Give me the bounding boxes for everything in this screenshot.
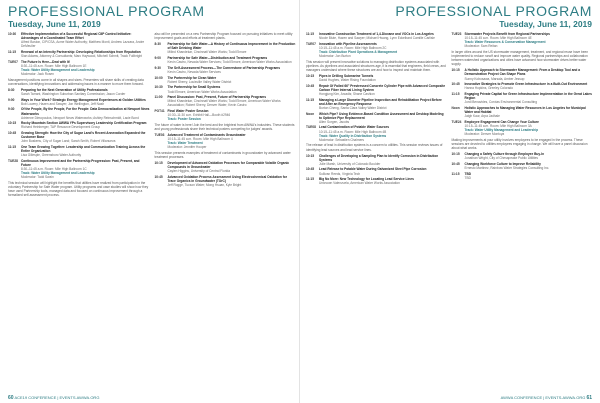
session-details: Adrienne Dimopoulos, Newport News Waterworks; Ashley Reinschmidt, Lacie Bond <box>21 115 139 120</box>
session-time: 10:45 <box>451 161 460 166</box>
session-description: This technical session will highlight the benefits that utilities have realized from participation in the voluntary Partnership for Safe Water program. Utility programs and case studies will show how they have used Partnership tools, managed data and focused on continuous improvement through a formalized self-assessment process. <box>8 180 149 198</box>
session-body <box>319 42 447 58</box>
session-title: Renewal of an Intercity Partnership: Developing Relationships from Reputation <box>21 49 141 54</box>
session-time: 9:00 <box>154 56 161 61</box>
session-details: TBD <box>464 175 471 180</box>
session-title: A Holistic Approach to Stormwater Management: From a Desktop Tool and a Demonstration Project Can Shape Plans <box>464 68 581 77</box>
session-details: Hongjung Kim, Arcadis; Shane Cashion <box>319 92 375 96</box>
session-title: Continuous Improvement and the Partnership Progression: Past, Present, and Future <box>21 158 140 167</box>
session-time: Noon <box>306 111 315 116</box>
session-item <box>452 82 593 90</box>
session-item <box>452 120 593 136</box>
session-body <box>21 98 150 106</box>
session-moderator: Moderator: Todd Swain <box>21 175 54 180</box>
session-body <box>168 66 297 74</box>
session-time: 11:15 <box>306 97 314 102</box>
session-description: Making improvements at your utility involves employees to be engaged in the process. These sessions are devoted to utilities employees engaging in change. We will have a panel discussion about what works. <box>451 137 588 150</box>
page-date: Tuesday, June 11, 2019 <box>8 19 101 29</box>
session-title: The Self-Assessment Process—The Cornerstone of Partnership Programs <box>167 65 280 70</box>
session-title: Innovation with Pipeline Assessments <box>319 41 377 46</box>
session-moderator: Moderator: Jon Burton <box>319 54 351 59</box>
session-track: Track: Water Utility Management and Leadership <box>21 67 95 72</box>
session-time: TUE03 <box>154 133 165 138</box>
session-details: John Buskens, City of Sugar Land; Sarah Smith, Robert Villanueva <box>21 139 116 144</box>
session-description: Management positions come in all shapes and sizes. Presenters will share skills of creating data conversations, identifying innovations and addressing issues in a manner to move them forward. <box>8 77 144 86</box>
session-title: Stormwater Projects Benefit from Regional Partnerships <box>464 32 550 36</box>
session-details: Hanna Hopkins, Greeley Colorado <box>464 86 514 91</box>
session-title: Panel Discussion: Past, Present, Future of Partnership Programs <box>167 95 266 100</box>
page-footer <box>8 395 99 401</box>
session-time: 10:45 <box>8 131 17 136</box>
session-body <box>21 50 150 58</box>
session-body <box>319 154 447 166</box>
session-time: 8:30 <box>8 87 15 92</box>
session-details: Jaigh Kaur, Arpa Jadhale <box>464 114 500 119</box>
session-item <box>155 56 297 64</box>
session-description: This session presents examples of treatment of contaminants in groundwater by advanced water treatment processes. <box>154 151 291 160</box>
session-body <box>319 177 447 185</box>
session-title: Development of Advanced Oxidation Processes for Comparable Volatile Organic Compounds in Groundwater <box>167 161 290 170</box>
session-moderator: Moderator: Denver Montoya <box>464 132 505 137</box>
session-item <box>452 68 593 80</box>
session-item <box>452 106 593 118</box>
session-body <box>168 133 297 149</box>
session-item <box>155 85 297 93</box>
session-item <box>452 92 593 104</box>
session-item <box>452 162 593 170</box>
session-title: Ways in Your Work? Strategic Energy Management Experiences at Golden Utilities <box>21 97 146 102</box>
session-time: 10:45 <box>451 82 460 87</box>
session-details: Kevin Castro, Nevada Water Services; Todd Elmore, American Water Works Association <box>167 60 292 65</box>
session-item <box>155 133 297 149</box>
session-track: Track: Water Treatment <box>167 141 203 146</box>
session-time: TUE07 <box>8 59 18 64</box>
session-time: 11:15 <box>451 171 460 176</box>
session-time: 10:15 <box>306 74 315 79</box>
session-time: TUE08 <box>306 125 316 130</box>
session-body <box>465 120 593 136</box>
session-item <box>8 107 150 119</box>
session-details: 10:15–11:45 a.m. Room: Mile High Ballroom 4E <box>464 36 532 41</box>
session-time: 10:15 <box>451 68 460 73</box>
session-time: 10:15 <box>154 161 163 166</box>
session-time: 9:30 <box>154 65 161 70</box>
session-track: Track: Water Resources & Conservation Management <box>464 40 546 45</box>
session-body <box>21 88 150 96</box>
column-right-2 <box>452 32 593 403</box>
session-title: Employee Engagement Can Change Your Culture <box>464 119 539 124</box>
session-title: One Team Growing Together: Leadership and Communication Training Across the Entire Organization <box>21 145 146 154</box>
column-left-1 <box>8 32 150 403</box>
session-item <box>155 109 297 121</box>
session-title: Partnership for Safe Water—A History of Continuous Improvement in the Production of Safe Drinking Water <box>167 42 296 51</box>
session-body <box>168 85 297 93</box>
session-time: 11:15 <box>451 92 460 96</box>
session-columns <box>306 32 592 403</box>
session-description: The release of lead in distribution systems is a concern to utilities. This session reviews issues of identifying lead sources and lead service lines. <box>306 143 443 152</box>
session-moderator: Moderator: Sam Reitan <box>464 44 498 49</box>
session-body <box>168 56 297 64</box>
session-item <box>155 42 297 54</box>
session-time: 11:15 <box>8 49 16 54</box>
session-time: 10:15 <box>8 121 17 126</box>
session-time: 9:30 <box>8 107 15 112</box>
session-title: Managing a Large Diameter Pipeline Inspection and Rehabilitation Project Before and After an Emergency Response <box>319 97 442 106</box>
footer-text: ACE19 CONFERENCE | EVENTS.AWWA.ORG <box>14 395 100 400</box>
session-time: POT41 <box>154 109 165 114</box>
session-time: TUE24 <box>451 119 462 124</box>
session-item <box>306 42 447 58</box>
session-title: Effective Implementation of a Successful Regional CIIP Control Initiative: Advantages of a Coordinated Team Effort <box>21 32 132 41</box>
session-details: Ernesto Martinez, Rainbow Water Strategies Consulting Inc. <box>464 165 550 170</box>
session-moderator: Moderator: Jack Rosen <box>21 72 54 77</box>
session-details: 10:30–11:30 a.m. Exhibit Hall—Booth #2946 <box>167 113 231 118</box>
page-title: PROFESSIONAL PROGRAM <box>395 3 592 19</box>
session-body <box>465 106 593 118</box>
session-track: Track: Water Utility Management and Leadership <box>21 171 95 176</box>
session-moderator: Moderator: Sebastien Chalmers <box>319 137 365 142</box>
session-item <box>452 172 593 180</box>
session-item <box>306 98 447 110</box>
session-details: David Hughes, Water Rising Foundation <box>319 78 376 83</box>
session-details: Lisa Gillespie, Greensboro Water Authority <box>21 153 82 158</box>
session-item <box>306 84 447 96</box>
page-title: PROFESSIONAL PROGRAM <box>8 3 205 19</box>
session-item <box>8 159 150 179</box>
page-footer <box>501 395 592 401</box>
session-time: 10:45 <box>306 83 315 88</box>
session-track: Track: Poster Session <box>167 117 201 122</box>
session-item <box>306 125 447 141</box>
session-body <box>319 125 447 141</box>
session-time: 10:30 <box>8 32 17 36</box>
session-title: Of the People, By the People, For the People: Data Democratization at Newport News Waterworks <box>21 107 150 116</box>
session-details: 10:15–11:45 a.m. Room: Mile High Ballroom 4 <box>167 137 233 142</box>
session-title: Changing a Safety Culture through Employee Buy-In <box>464 152 545 156</box>
session-title: Lead Release to Potable Water During Galvanized Steel Pipe Corrosion <box>319 167 427 172</box>
session-item <box>155 175 297 187</box>
session-details: Sarah Tarrant, Washington Suburban Sanitary Commission; Jason Corder <box>21 92 126 96</box>
session-body <box>465 32 593 48</box>
session-time: 10:45 <box>306 167 315 172</box>
session-details: Unknown Valenzuela, American Water Works Association <box>319 181 400 186</box>
session-details: Milind Khandekar, Cincinnati Water Works; Todd Elmore <box>167 50 247 55</box>
session-body <box>319 74 447 82</box>
session-item <box>8 121 150 129</box>
session-title: Changing Workforce Culture to Improve Reliability <box>464 161 541 166</box>
session-item <box>8 98 150 106</box>
page-date: Tuesday, June 11, 2019 <box>499 19 592 29</box>
session-details: 10:15–11:45 a.m. Room: Mile High Ballroom 3A <box>464 123 532 128</box>
session-body <box>168 42 297 54</box>
session-details: Julie Marsh, University of Colorado Boulder <box>319 161 381 166</box>
session-details: 10:15–11:45 a.m. Room: Mile High Ballroom 2C <box>319 45 387 50</box>
session-item <box>452 32 593 48</box>
session-body <box>21 60 150 76</box>
session-title: Which Pipe? Using Evidence-Based Condition Assessment and Desktop Modeling to Optimize Pipe Replacement <box>319 111 444 120</box>
session-body <box>21 159 150 179</box>
session-details: Richard Heinberger, TAP Resource Development Group <box>21 125 101 130</box>
column-right-1 <box>306 32 447 403</box>
session-title: Advanced Oxidation Process Assessment Using Electrochemical Oxidation for Trace Organics in Groundwater (TOrC) <box>167 175 287 184</box>
session-item <box>8 145 150 157</box>
session-item <box>155 161 297 173</box>
session-time: 8:30 <box>154 42 161 47</box>
session-details: 8:30–11:45 a.m. Room: Mile High Ballroom 1E <box>21 63 87 68</box>
session-item <box>306 32 447 40</box>
session-time: 11:15 <box>306 177 314 182</box>
session-time: 11:15 <box>8 145 16 149</box>
session-description: This session will present innovative solutions to managing distribution systems associated with pipelines. As pipelines and associated structures age, it is essential that engineers, field crews, and managers understand where these structures are and how to inspect and maintain them. <box>306 59 446 72</box>
session-title: Final Water Poster Session <box>167 109 209 114</box>
session-time: Noon <box>451 105 460 110</box>
session-item <box>306 177 447 185</box>
session-details: Burton Cheng, Santa Clara Valley Water District <box>319 105 387 110</box>
session-title: TBD <box>464 171 472 176</box>
session-time: TUE07 <box>306 41 316 46</box>
session-item <box>155 66 297 74</box>
session-details: Alfred Boston, CIP/CSA, Acme Water Authority; Matthew Monti, Andrew Lazzara, Andre DeMeuller <box>21 40 145 49</box>
session-description: In larger cities around the US stormwater management, treatment, and regional reuse have been implemented to reduce runoff and improve water quality. Regional partnerships and collaboration between watershed organizations and cities have advanced how stormwater drives better water supply. <box>451 49 589 67</box>
session-details: 8:30–11:45 a.m. Room: Mile High Ballroom 1C <box>21 167 87 172</box>
session-item <box>8 131 150 143</box>
session-details: Robert Sherry, Louisville Valley Water District <box>167 79 232 84</box>
session-title: Lead Contamination of Potable Water Sources <box>319 125 390 130</box>
session-description: The future of water is here! Join the best and the brightest from AWWA's industries. These students and young professionals share their technical posters competing for judges' awards. <box>154 122 295 132</box>
session-details: Milind Khandekar, Cincinnati Water Works; Todd Elmore, American Water Works Association; Robert Sherry, Denver Water; Kevin Castro <box>167 99 281 108</box>
session-title: The Future Is Here—Deal with It! <box>21 59 71 64</box>
session-item <box>452 152 593 160</box>
right-page <box>300 0 600 403</box>
page-number: 61 <box>586 395 592 401</box>
session-title: Innovative Construction Treatment of 1,4-Dioxane and VOCs in Los Angeles <box>319 32 434 36</box>
session-track: Track: Distribution Plant Operations & Management <box>319 49 398 54</box>
session-time: 10:45 <box>154 175 163 180</box>
session-body <box>465 92 593 104</box>
page-number: 60 <box>8 395 14 401</box>
session-title: Challenges of Developing a Sampling Plan to Identify Corrosion in Distribution Systems <box>319 153 439 162</box>
session-item <box>8 32 150 48</box>
session-title: Rocky Mountain Section AWWA YPs Supervisory Leadership Certification Program <box>21 121 147 126</box>
session-body <box>465 152 593 160</box>
session-time: TUE28 <box>8 158 18 163</box>
session-body <box>168 95 297 107</box>
session-details: Todd Elmore, American Water Works Association <box>167 89 237 94</box>
session-details: Kevin Castro, Nevada Water Services <box>167 69 221 74</box>
session-title: Pipes in Drilling Submarine Tunnels <box>319 74 374 79</box>
session-time: 11:15 <box>306 32 314 36</box>
session-details: Sunny Kobosawa, Marsala, Amber Jessup <box>464 76 525 81</box>
session-moderator: Moderator: Jennifer Hooper <box>167 145 207 150</box>
session-body <box>319 98 447 110</box>
session-time: 10:15 <box>306 153 315 158</box>
session-time: 10:00 <box>154 75 163 80</box>
session-time: 9:00 <box>8 97 15 102</box>
session-description: also will be presented on a new Partnership Program focused on pursuing initiatives to meet utility improvement goals and efforts at treatment plants. <box>154 32 293 41</box>
session-title: Advanced Treatment of Contaminants Groundwater <box>167 133 246 138</box>
session-body <box>168 109 297 121</box>
session-item <box>306 74 447 82</box>
session-title: Partnership for Safe Water—Distribution and Treatment Programs <box>167 56 268 61</box>
session-title: Preparing for the Next Generation of Utility Professionals <box>21 87 108 92</box>
session-body <box>319 32 447 40</box>
session-time: 10:15 <box>451 152 460 156</box>
session-details: Jordi Benavides, Corvias Environmental Consulting <box>464 100 537 105</box>
session-item <box>306 154 447 166</box>
session-item <box>8 88 150 96</box>
session-item <box>306 112 447 124</box>
session-item <box>155 95 297 107</box>
column-left-2 <box>155 32 297 403</box>
session-title: The Partnership for Clean Water <box>167 75 217 80</box>
session-track: Track: Water Utility Management and Leadership <box>464 127 539 132</box>
session-body <box>21 107 150 119</box>
session-body <box>319 167 447 175</box>
session-body <box>319 112 447 124</box>
session-title: Growing Strength: How the City of Sugar Land's Recent Annexation Expanded the Customer Base <box>21 131 146 140</box>
session-body <box>168 76 297 84</box>
session-body <box>465 162 593 170</box>
session-body <box>21 145 150 157</box>
session-body <box>465 82 593 90</box>
session-body <box>21 121 150 129</box>
session-body <box>21 131 150 143</box>
session-body <box>465 172 593 180</box>
session-title: Big No More: New Technology for Locating Lead Service Lines <box>319 177 414 182</box>
session-item <box>155 76 297 84</box>
session-item <box>8 60 150 76</box>
session-details: Jonathan Wright, City of Chesapeake Public Utilities <box>464 156 538 161</box>
session-details: Allen Sorgen, Jacobs <box>319 119 350 124</box>
session-title: Engaging Private Capital for Green Infrastructure Implementation in the Great Lakes Region <box>464 92 592 101</box>
session-item <box>306 167 447 175</box>
session-body <box>319 84 447 96</box>
session-details: Bob Lowery, Hazen and Sawyer; Jon Wellington, Jeff Nash <box>21 101 105 106</box>
session-track: Track: Water Quality in Distribution Systems <box>319 133 387 138</box>
session-columns <box>8 32 296 403</box>
session-title: Repair Of Failed 66" Prestressed Concrete Cylinder Pipe with Advanced Composite Carbon Fiber Internal Lining System <box>319 83 446 92</box>
session-time: 10:30 <box>154 85 163 90</box>
session-title: Holistic Approaches to Managing Water Resources in Los Angeles for Municipal Water and Habitat <box>464 105 586 114</box>
session-title: Innovative Strategies to Promote Green Infrastructure in a Built-Out Environment <box>464 82 588 87</box>
footer-text: AWWA CONFERENCE | EVENTS.AWWA.ORG <box>500 395 586 400</box>
session-body <box>465 68 593 80</box>
session-details: Nicole Blute, Hazen and Sawyer; Michael Hwang, Lynn Eckelbard Camille Carlisle <box>319 36 435 41</box>
session-details: Sullivan Reeds, Virginia Tech <box>319 171 361 176</box>
session-details: 10:15–11:45 a.m. Room: Mile High Ballroom 4B <box>319 129 387 134</box>
session-body <box>168 161 297 173</box>
session-title: The Partnership for Small Systems <box>167 85 221 90</box>
session-details: Caylen Higgins, University of Central Florida <box>167 169 231 174</box>
session-time: TUE23 <box>451 32 462 36</box>
session-body <box>21 32 150 48</box>
session-time: 11:00 <box>154 95 163 100</box>
session-item <box>8 50 150 58</box>
session-body <box>168 175 297 187</box>
session-details: Sian Adams, Attorney & Consultants; Marc Haywood, Mitchell Schmit, Track Fullbright <box>21 54 142 59</box>
session-details: Jeff Rogge, Tucson Water; Mong Hsuan, Kyle Bright <box>167 183 242 188</box>
